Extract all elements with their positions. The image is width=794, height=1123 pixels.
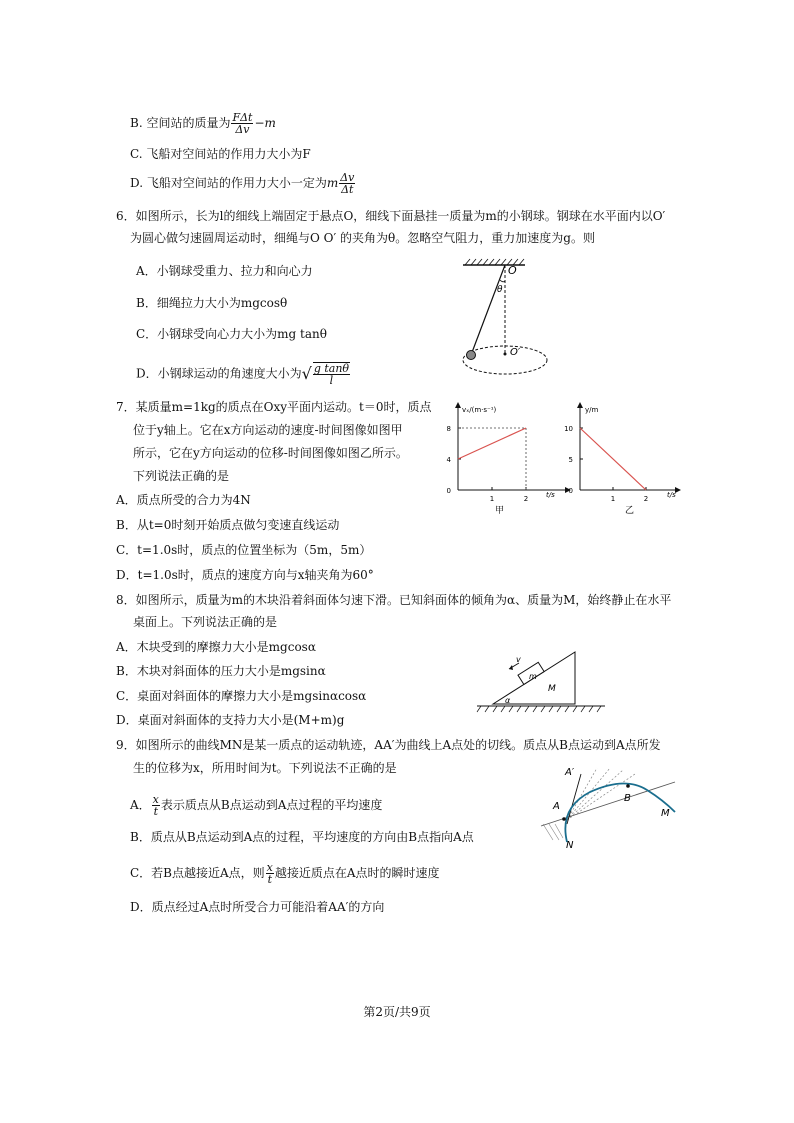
- q6-fig-label-theta: θ: [497, 285, 503, 295]
- q7-option-d: D．t=1.0s时，质点的速度方向与x轴夹角为60°: [116, 568, 374, 582]
- graph-b-xlabel: t/s: [667, 491, 676, 499]
- q6-stem-line2: 为圆心做匀速圆周运动时，细绳与O O′ 的夹角为θ。忽略空气阻力，重力加速度为g。则: [130, 231, 595, 245]
- q7-stem-line1: 7．某质量m=1kg的质点在Oxy平面内运动。t＝0时，质点: [116, 400, 432, 414]
- q5-option-d: D. 飞船对空间站的作用力大小一定为m $\frac{\Delta v}{\Delta t}$: [130, 171, 355, 196]
- q6-d-fraction: $\frac{\text{g tanθ}}{l}$: [313, 362, 350, 387]
- page-footer: 第2页/共9页: [363, 1005, 431, 1019]
- q6-option-c: C．小钢球受向心力大小为mg tanθ: [136, 327, 327, 341]
- q9-option-a: A． $\frac{x}{t}$ 表示质点从B点运动到A点过程的平均速度: [130, 793, 383, 818]
- q9-option-d: D．质点经过A点时所受合力可能沿着AA′的方向: [130, 900, 385, 914]
- q8-fig-label-big-m: M: [548, 684, 556, 694]
- q5-option-b: B. 空间站的质量为 $\frac{\text{FΔt}}{\Delta v}$ −m: [130, 111, 276, 136]
- graph-a-caption: 甲: [495, 506, 505, 516]
- q8-option-b: B．木块对斜面体的压力大小是mgsinα: [116, 664, 326, 678]
- q6-pendulum-figure: [455, 258, 560, 383]
- q9-fig-label-m: M: [661, 808, 670, 819]
- x-tick-label: 1: [489, 495, 495, 503]
- q7-graph-vx-t: [440, 400, 580, 520]
- q9-option-b: B．质点从B点运动到A点的过程，平均速度的方向由B点指向A点: [130, 830, 474, 844]
- q5-b-fraction: $\frac{\text{FΔt}}{\Delta v}$: [232, 111, 253, 136]
- graph-b-ylabel: y/m: [585, 406, 599, 414]
- series-line: [458, 428, 526, 459]
- x-tick-label: 1: [610, 495, 616, 503]
- q6-option-a: A．小钢球受重力、拉力和向心力: [136, 264, 313, 278]
- q8-stem-line2: 桌面上。下列说法正确的是: [133, 615, 278, 629]
- q8-fig-label-m: m: [529, 672, 537, 681]
- q6-option-d: D．小钢球运动的角速度大小为√ $\frac{\text{g tanθ}}{l}$: [136, 362, 350, 387]
- q6-fig-label-o: O: [508, 264, 517, 277]
- q7-graph-y-t: [565, 400, 695, 520]
- q8-fig-label-v: v: [516, 655, 521, 664]
- graph-a-xlabel: t/s: [546, 491, 555, 499]
- y-tick-label: 8: [446, 425, 451, 433]
- y-tick-label: 4: [446, 456, 451, 464]
- graph-a-ylabel: vₓ/(m·s⁻¹): [462, 406, 497, 414]
- q7-stem-line4: 下列说法正确的是: [133, 469, 230, 483]
- graph-b-caption: 乙: [625, 506, 635, 516]
- q7-option-b: B．从t=0时刻开始质点做匀变速直线运动: [116, 518, 340, 532]
- y-tick-label: 0: [446, 487, 451, 495]
- q8-stem-line1: 8．如图所示，质量为m的木块沿着斜面体匀速下滑。已知斜面体的倾角为α、质量为M，始终静止在水平: [116, 593, 672, 607]
- q7-option-c: C．t=1.0s时，质点的位置坐标为（5m，5m）: [116, 543, 372, 557]
- q9-a-fraction: $\frac{x}{t}$: [152, 793, 159, 818]
- q9-stem-line2: 生的位移为x，所用时间为t。下列说法不正确的是: [133, 761, 397, 775]
- q7-option-a: A．质点所受的合力为4N: [116, 493, 251, 507]
- q9-fig-label-n: N: [566, 840, 574, 851]
- q7-stem-line2: 位于y轴上。它在x方向运动的速度-时间图像如图甲: [133, 423, 403, 437]
- q9-fig-label-b: B: [624, 793, 631, 804]
- q9-stem-line1: 9．如图所示的曲线MN是某一质点的运动轨迹，AA′为曲线上A点处的切线。质点从B点运动到A点所发: [116, 738, 661, 752]
- q5-option-c: C. 飞船对空间站的作用力大小为F: [130, 147, 311, 161]
- x-tick-label: 2: [523, 495, 529, 503]
- y-tick-label: 10: [564, 425, 573, 433]
- q8-incline-figure: [475, 648, 615, 718]
- x-tick-label: 2: [643, 495, 649, 503]
- q7-stem-line3: 所示，它在y方向运动的位移-时间图像如图乙所示。: [133, 446, 408, 460]
- q8-option-a: A．木块受到的摩擦力大小是mgcosα: [116, 640, 316, 654]
- q5-d-fraction: $\frac{\Delta v}{\Delta t}$: [340, 171, 355, 196]
- q8-option-c: C．桌面对斜面体的摩擦力大小是mgsinαcosα: [116, 689, 367, 703]
- q9-fig-label-a-prime: A′: [565, 767, 575, 778]
- q9-c-fraction: $\frac{x}{t}$: [266, 861, 273, 886]
- series-line: [580, 428, 646, 490]
- q9-trajectory-figure: [535, 760, 690, 855]
- q8-fig-label-alpha: α: [505, 696, 511, 705]
- q6-option-b: B．细绳拉力大小为mgcosθ: [136, 296, 288, 310]
- q9-fig-label-a: A: [553, 801, 560, 812]
- q6-fig-label-o-prime: O′: [510, 347, 521, 358]
- q8-option-d: D．桌面对斜面体的支持力大小是(M+m)g: [116, 713, 345, 727]
- y-tick-label: 5: [568, 456, 573, 464]
- y-tick-label: 0: [568, 487, 573, 495]
- q9-option-c: C．若B点越接近A点，则 $\frac{x}{t}$ 越接近质点在A点时的瞬时速度: [130, 861, 440, 886]
- q6-stem-line1: 6．如图所示，长为l的细线上端固定于悬点O，细线下面悬挂一质量为m的小钢球。钢球在水平面内以O′: [116, 209, 666, 223]
